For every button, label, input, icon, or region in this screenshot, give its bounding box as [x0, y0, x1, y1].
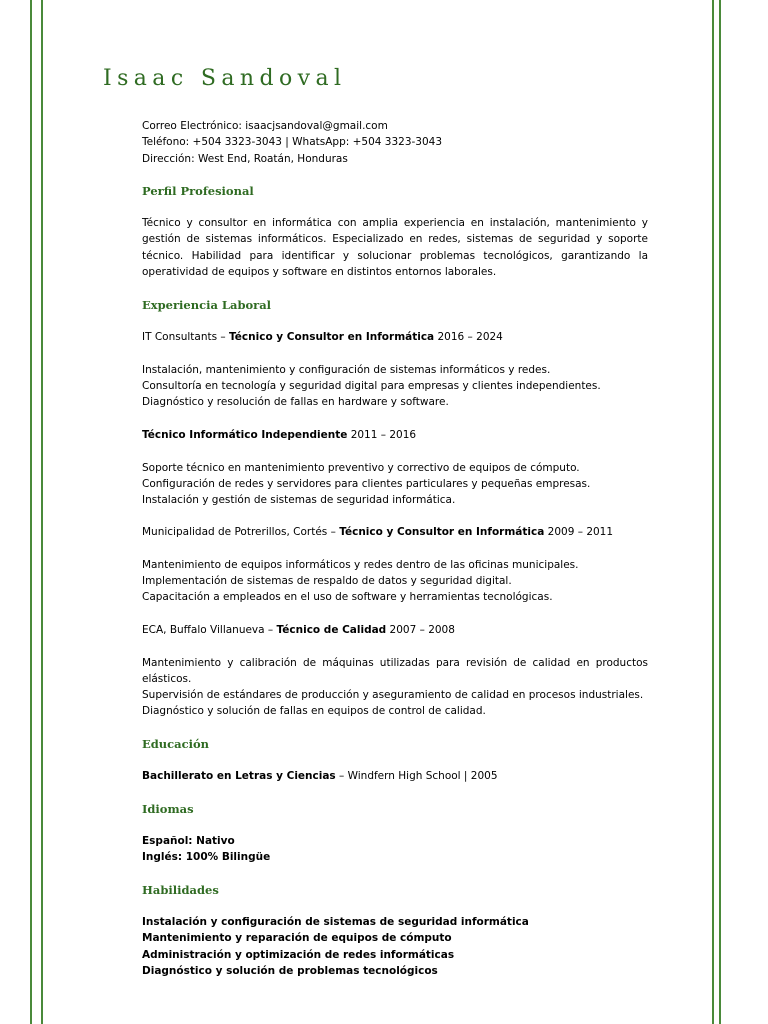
job-duty: Diagnóstico y solución de fallas en equipos de control de calidad.	[142, 705, 486, 718]
job-title-line	[142, 329, 648, 345]
job-role: Técnico de Calidad	[276, 624, 387, 636]
job-company: IT Consultants –	[142, 331, 230, 343]
job-duty: Configuración de redes y servidores para clientes particulares y pequeñas empresas.	[142, 477, 591, 490]
languages-list	[142, 833, 648, 866]
job-duty: Mantenimiento y calibración de máquinas utilizadas para revisión de calidad en productos elásticos.	[142, 656, 648, 685]
job-role: Técnico y Consultor en Informática	[339, 526, 545, 538]
job-role: Técnico y Consultor en Informática	[229, 331, 435, 343]
skills-heading: Habilidades	[142, 883, 219, 897]
job-duty: Mantenimiento de equipos informáticos y redes dentro de las oficinas municipales.	[142, 558, 579, 571]
job-company: Municipalidad de Potrerillos, Cortés –	[142, 526, 340, 538]
job-dates: 2016 – 2024	[434, 331, 503, 343]
education-entry	[142, 768, 648, 784]
job-company: ECA, Buffalo Villanueva –	[142, 624, 277, 636]
education-detail: – Windfern High School | 2005	[335, 770, 498, 782]
job-title-line	[142, 427, 648, 443]
skills-list	[142, 914, 648, 979]
page-border-left-inner	[41, 0, 43, 1024]
contact-address: Dirección: West End, Roatán, Honduras	[142, 152, 348, 165]
experience-heading: Experiencia Laboral	[142, 298, 272, 312]
profile-text: Técnico y consultor en informática con amplia experiencia en instalación, mantenimiento y gestión de sistemas informáticos. Especializado en redes, sistemas de seguridad y soporte técnico. Habilidad para identificar y solucionar problemas tecnológicos, garantizando la operatividad de equipos y software en distintos entornos laborales.	[142, 217, 648, 278]
contact-block	[142, 118, 648, 167]
job-duty: Capacitación a empleados en el uso de software y herramientas tecnológicas.	[142, 591, 553, 604]
job-duty: Instalación y gestión de sistemas de seguridad informática.	[142, 494, 456, 507]
job-dates: 2011 – 2016	[347, 429, 417, 441]
skill-item: Diagnóstico y solución de problemas tecnológicos	[142, 964, 438, 977]
contact-phone: Teléfono: +504 3323-3043 | WhatsApp: +504 3323-3043	[142, 136, 443, 149]
job-duty: Diagnóstico y resolución de fallas en hardware y software.	[142, 396, 449, 409]
resume-name: Isaac Sandoval	[103, 66, 347, 91]
page-border-left-outer	[30, 0, 32, 1024]
language-item: Inglés: 100% Bilingüe	[142, 851, 271, 864]
skill-item: Mantenimiento y reparación de equipos de cómputo	[142, 932, 452, 945]
language-item: Español: Nativo	[142, 835, 235, 847]
job-duty: Soporte técnico en mantenimiento preventivo y correctivo de equipos de cómputo.	[142, 461, 580, 474]
job-entry	[142, 427, 648, 508]
job-dates: 2007 – 2008	[386, 624, 455, 636]
skill-item: Instalación y configuración de sistemas de seguridad informática	[142, 916, 529, 928]
job-duty: Supervisión de estándares de producción y aseguramiento de calidad en procesos industriales.	[142, 689, 644, 702]
languages-heading: Idiomas	[142, 802, 194, 816]
job-entry	[142, 524, 648, 605]
contact-email: Correo Electrónico: isaacjsandoval@gmail.com	[142, 120, 388, 132]
page-border-right-outer	[719, 0, 721, 1024]
page-border-right-inner	[712, 0, 714, 1024]
job-duty: Implementación de sistemas de respaldo de datos y seguridad digital.	[142, 574, 512, 587]
job-title-line	[142, 622, 648, 638]
profile-heading: Perfil Profesional	[142, 184, 254, 198]
job-title-line	[142, 524, 648, 540]
job-duty: Instalación, mantenimiento y configuración de sistemas informáticos y redes.	[142, 363, 551, 376]
job-dates: 2009 – 2011	[544, 526, 614, 538]
skill-item: Administración y optimización de redes informáticas	[142, 948, 455, 961]
job-duty: Consultoría en tecnología y seguridad digital para empresas y clientes independientes.	[142, 379, 601, 392]
education-degree: Bachillerato en Letras y Ciencias	[142, 770, 336, 782]
education-heading: Educación	[142, 737, 210, 751]
job-role: Técnico Informático Independiente	[142, 429, 348, 441]
job-entry	[142, 622, 648, 720]
job-entry	[142, 329, 648, 410]
